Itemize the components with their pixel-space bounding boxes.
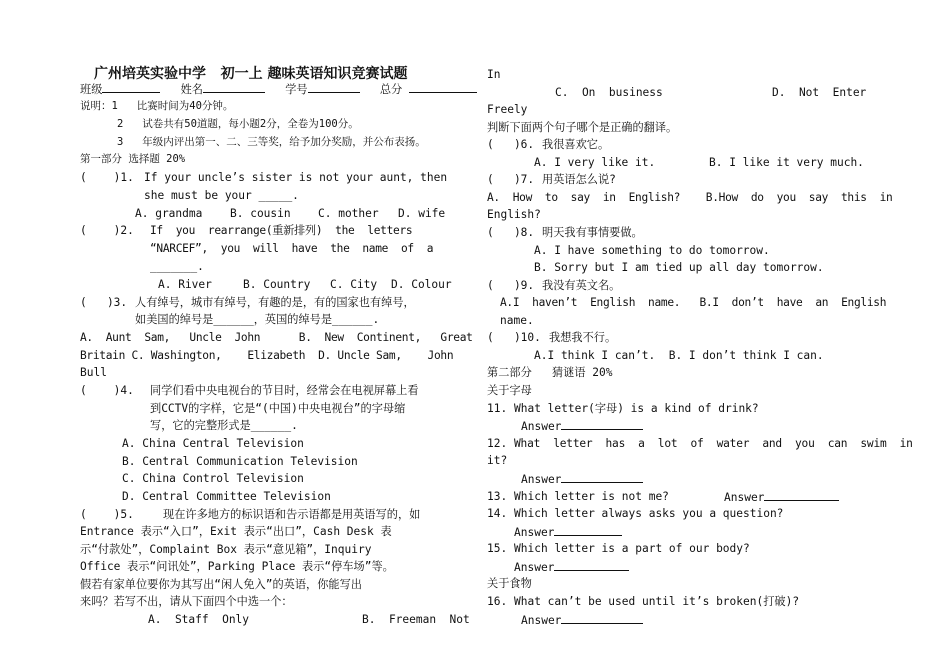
- q13-answer[interactable]: [724, 488, 839, 506]
- q10-text: 我想我不行。: [549, 331, 617, 344]
- section-food: 关于食物: [487, 577, 532, 590]
- q11-answer-blank[interactable]: [561, 417, 643, 430]
- q5-text-5: 假若有家单位要你为其写出“闲人免入”的英语，你能写出: [80, 578, 362, 591]
- q9-text: 我没有英文名。: [542, 279, 621, 292]
- q3-text-cont: 如美国的绰号是______，英国的绰号是______.: [135, 313, 380, 326]
- q9-options-cont: name.: [500, 314, 534, 327]
- q5-text-6: 来吗？若写不出，请从下面四个中选一个：: [80, 595, 293, 608]
- total-blank[interactable]: [409, 80, 477, 93]
- q5-text-2: Entrance 表示“入口”，Exit 表示“出口”，Cash Desk 表: [80, 525, 392, 538]
- q4-text-cont: 到CCTV的字样，它是“(中国)中央电视台”的字母缩: [150, 402, 406, 415]
- name-label: 姓名: [180, 83, 203, 96]
- q5-option-b[interactable]: B. Freeman Not: [362, 613, 470, 626]
- q5-option-d-cont: Freely: [487, 103, 528, 116]
- q11-answer[interactable]: [521, 417, 643, 435]
- q15-answer[interactable]: [514, 558, 629, 576]
- q4-option-c[interactable]: C. China Control Television: [122, 472, 304, 485]
- q12-text-cont: it?: [487, 454, 508, 467]
- q6-option-a[interactable]: A. I very like it.: [534, 156, 656, 169]
- q5-text-1: 现在许多地方的标识语和告示语都是用英语写的，如: [163, 508, 421, 521]
- q12-answer-label: Answer: [521, 473, 562, 486]
- number-blank[interactable]: [308, 80, 360, 93]
- q6-paren[interactable]: ( )6.: [487, 138, 535, 151]
- q16-text: What can’t be used until it’s broken(打破)?: [514, 595, 800, 608]
- q13-answer-label: Answer: [724, 491, 765, 504]
- page-title: 广州培英实验中学 初一上 趣味英语知识竞赛试题: [94, 66, 408, 82]
- note-3: 3 年级内评出第一、二、三等奖，给予加分奖励，并公布表扬。: [117, 136, 426, 148]
- q3-options-line3: Bull: [80, 366, 107, 379]
- q12-answer[interactable]: [521, 470, 643, 488]
- q14-number: 14.: [487, 507, 508, 520]
- q2-text-cont: “NARCEF”, you will have the name of a: [150, 242, 434, 255]
- q5-text-4: Office 表示“问讯处”，Parking Place 表示“停车场”等。: [80, 560, 394, 573]
- q14-answer[interactable]: [514, 523, 622, 541]
- q4-text: 同学们看中央电视台的节目时，经常会在电视屏幕上看: [150, 384, 419, 397]
- q2-option-b[interactable]: B. Country: [243, 278, 311, 291]
- q5-paren[interactable]: ( )5.: [80, 508, 134, 521]
- q8-option-a[interactable]: A. I have something to do tomorrow.: [534, 244, 770, 257]
- q4-option-d[interactable]: D. Central Committee Television: [122, 490, 331, 503]
- q9-options[interactable]: A.I haven’t English name. B.I don’t have an English: [500, 296, 887, 309]
- q5-option-b-cont: In: [487, 68, 501, 81]
- q3-text: 人有绰号，城市有绰号，有趣的是，有的国家也有绰号，: [135, 296, 415, 309]
- q7-options[interactable]: A. How to say in English? B.How do you say this in: [487, 191, 893, 204]
- q8-paren[interactable]: ( )8.: [487, 226, 535, 239]
- class-label: 班级: [80, 83, 103, 96]
- q6-text: 我很喜欢它。: [542, 138, 610, 151]
- q13-text: Which letter is not me?: [514, 490, 669, 503]
- q4-option-a[interactable]: A. China Central Television: [122, 437, 304, 450]
- q2-text-blank: _______.: [150, 260, 204, 273]
- q1-option-c[interactable]: C. mother: [318, 207, 379, 220]
- q12-text: What letter has a lot of water and you can swim in: [514, 437, 913, 450]
- note-2: 2 试卷共有50道题，每小题2分，全卷为100分。: [117, 118, 359, 130]
- q11-number: 11.: [487, 402, 508, 415]
- q14-answer-label: Answer: [514, 526, 555, 539]
- q2-option-d[interactable]: D. Colour: [391, 278, 452, 291]
- part2-heading: 第二部分 猜谜语 20%: [487, 366, 613, 379]
- q3-paren[interactable]: ( )3.: [80, 296, 128, 309]
- judge-intro: 判断下面两个句子哪个是正确的翻译。: [487, 121, 678, 134]
- q7-paren[interactable]: ( )7.: [487, 173, 535, 186]
- q4-option-b[interactable]: B. Central Communication Television: [122, 455, 358, 468]
- q14-text: Which letter always asks you a question?: [514, 507, 784, 520]
- q1-paren[interactable]: ( )1.: [80, 171, 134, 184]
- total-label: 总分: [379, 83, 403, 96]
- q2-text: If you rearrange(重新排列) the letters: [150, 224, 413, 237]
- q1-option-d[interactable]: D. wife: [398, 207, 446, 220]
- q1-text: If your uncle’s sister is not your aunt, then: [144, 171, 448, 184]
- q16-number: 16.: [487, 595, 508, 608]
- q4-text-cont2: 写，它的完整形式是______.: [150, 419, 298, 432]
- q5-option-d[interactable]: D. Not Enter: [772, 86, 867, 99]
- q7-text: 用英语怎么说?: [542, 173, 616, 186]
- q16-answer[interactable]: [521, 611, 643, 629]
- q3-options-line2[interactable]: Britain C. Washington, Elizabeth D. Uncle Sam, John: [80, 349, 454, 362]
- q15-text: Which letter is a part of our body?: [514, 542, 750, 555]
- q8-option-b[interactable]: B. Sorry but I am tied up all day tomorrow.: [534, 261, 824, 274]
- q11-answer-label: Answer: [521, 420, 562, 433]
- q4-paren[interactable]: ( )4.: [80, 384, 134, 397]
- info-line: [80, 80, 477, 98]
- q8-text: 明天我有事情要做。: [542, 226, 643, 239]
- note-1: 说明：1 比赛时间为40分钟。: [80, 100, 234, 112]
- q14-answer-blank[interactable]: [554, 523, 622, 536]
- q1-option-b[interactable]: B. cousin: [230, 207, 291, 220]
- q1-option-a[interactable]: A. grandma: [135, 207, 203, 220]
- number-label: 学号: [285, 83, 308, 96]
- q15-number: 15.: [487, 542, 508, 555]
- q2-option-a[interactable]: A. River: [158, 278, 212, 291]
- q16-answer-label: Answer: [521, 614, 562, 627]
- q15-answer-blank[interactable]: [554, 558, 629, 571]
- q10-paren[interactable]: ( )10.: [487, 331, 541, 344]
- name-blank[interactable]: [203, 80, 265, 93]
- q5-text-3: 示“付款处”，Complaint Box 表示“意见箱”，Inquiry: [80, 543, 372, 556]
- q3-options-line1[interactable]: A. Aunt Sam, Uncle John B. New Continent, Great: [80, 331, 473, 344]
- q13-answer-blank[interactable]: [764, 488, 839, 501]
- q2-paren[interactable]: ( )2.: [80, 224, 134, 237]
- class-blank[interactable]: [102, 80, 160, 93]
- q16-answer-blank[interactable]: [561, 611, 643, 624]
- q9-paren[interactable]: ( )9.: [487, 279, 535, 292]
- q12-answer-blank[interactable]: [561, 470, 643, 483]
- q5-option-a[interactable]: A. Staff Only: [148, 613, 250, 626]
- section-letters: 关于字母: [487, 384, 532, 397]
- part1-heading: 第一部分 选择题 20%: [80, 153, 186, 165]
- q7-options-cont: English?: [487, 208, 541, 221]
- q1-text-cont: she must be your _____.: [144, 189, 299, 202]
- q2-option-c[interactable]: C. City: [330, 278, 378, 291]
- q11-text: What letter(字母) is a kind of drink?: [514, 402, 759, 415]
- q10-options[interactable]: A.I think I can’t. B. I don’t think I can.: [534, 349, 824, 362]
- q15-answer-label: Answer: [514, 561, 555, 574]
- q13-number: 13.: [487, 490, 508, 503]
- q6-option-b[interactable]: B. I like it very much.: [709, 156, 864, 169]
- q5-option-c[interactable]: C. On business: [555, 86, 663, 99]
- q12-number: 12.: [487, 437, 508, 450]
